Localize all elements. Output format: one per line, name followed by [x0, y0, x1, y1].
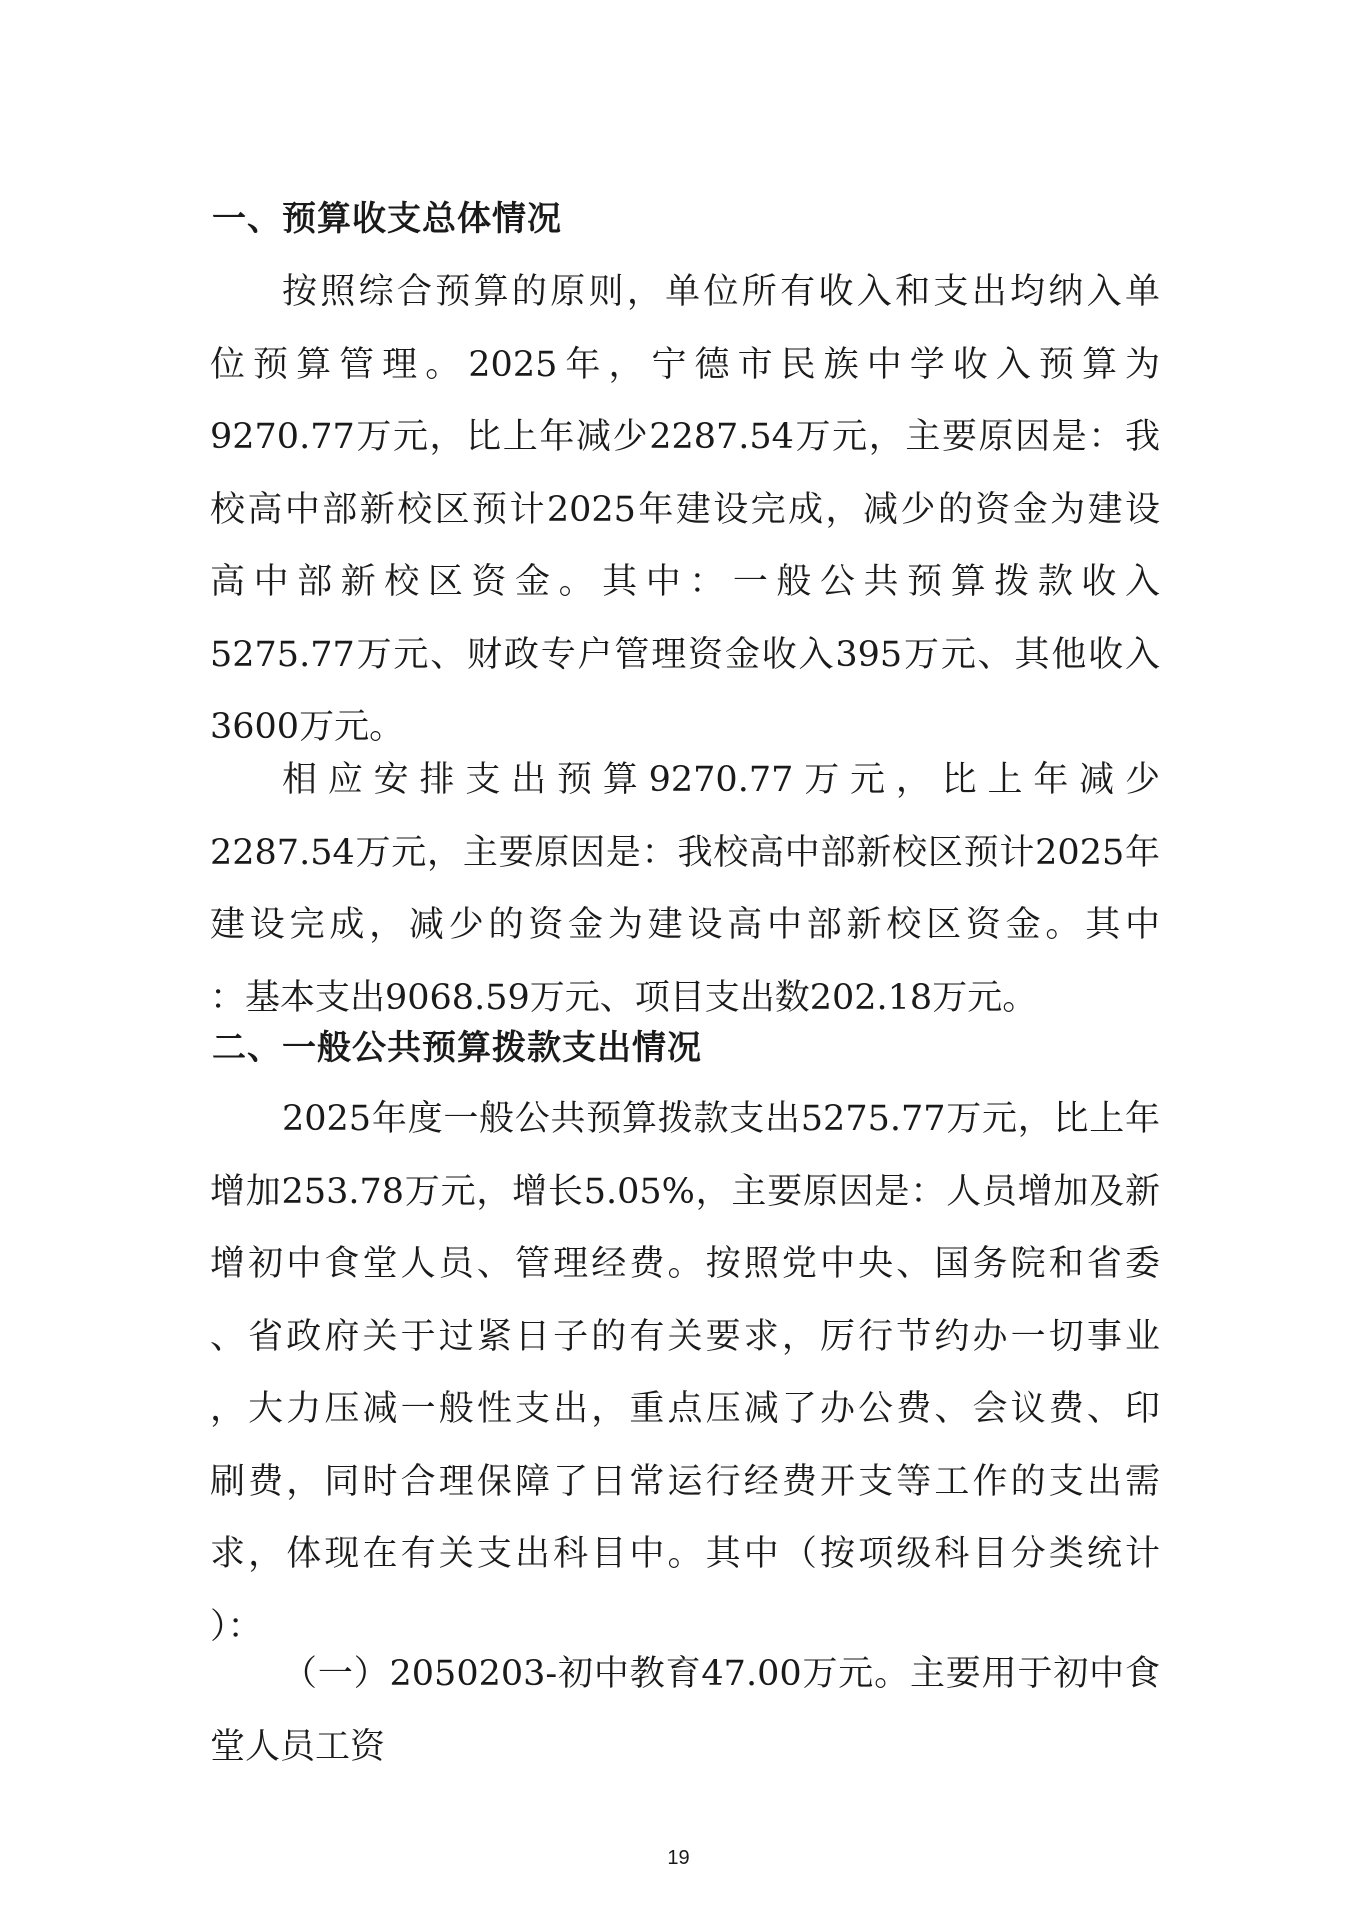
- page-number: 19: [667, 1847, 690, 1869]
- paragraph: [210, 1638, 1160, 1783]
- text-line: ：基本支出9068.59万元、项目支出数202.18万元。: [210, 977, 1038, 1018]
- section-heading: 二、一般公共预算拨款支出情况: [212, 1028, 702, 1068]
- text-line: 高中部新校区资金。其中：一般公共预算拨款收入: [210, 562, 1160, 602]
- text-line: ，大力压减一般性支出，重点压减了办公费、会议费、印: [210, 1389, 1160, 1429]
- text-line: （一）2050203-初中教育47.00万元。主要用于初中食: [282, 1654, 1160, 1694]
- text-line: 堂人员工资: [210, 1726, 386, 1767]
- paragraph: [210, 744, 1160, 1034]
- text-line: 、省政府关于过紧日子的有关要求，厉行节约办一切事业: [210, 1316, 1160, 1357]
- text-line: 2025年度一般公共预算拨款支出5275.77万元，比上年: [282, 1099, 1160, 1139]
- text-line: ）：: [210, 1606, 263, 1647]
- text-line: 求，体现在有关支出科目中。其中（按项级科目分类统计: [210, 1534, 1160, 1574]
- text-line: 增加253.78万元，增长5.05%，主要原因是：人员增加及新: [210, 1171, 1160, 1212]
- text-line: 刷费，同时合理保障了日常运行经费开支等工作的支出需: [210, 1461, 1160, 1502]
- text-line: 建设完成，减少的资金为建设高中部新校区资金。其中: [210, 905, 1160, 945]
- text-line: 3600万元。: [210, 707, 405, 747]
- text-line: 位预算管理。2025年，宁德市民族中学收入预算为: [210, 344, 1160, 385]
- paragraph: [210, 256, 1160, 764]
- text-line: 9270.77万元，比上年减少2287.54万元，主要原因是：我: [210, 417, 1160, 457]
- text-line: 增初中食堂人员、管理经费。按照党中央、国务院和省委: [210, 1244, 1160, 1284]
- text-line: 5275.77万元、财政专户管理资金收入395万元、其他收入: [210, 634, 1160, 675]
- text-line: 相应安排支出预算9270.77万元，比上年减少: [282, 760, 1160, 800]
- paragraph: [210, 1083, 1160, 1663]
- section-heading: 一、预算收支总体情况: [212, 199, 562, 239]
- text-line: 2287.54万元，主要原因是：我校高中部新校区预计2025年: [210, 832, 1160, 873]
- text-line: 校高中部新校区预计2025年建设完成，减少的资金为建设: [210, 489, 1160, 530]
- text-line: 按照综合预算的原则，单位所有收入和支出均纳入单: [282, 272, 1160, 312]
